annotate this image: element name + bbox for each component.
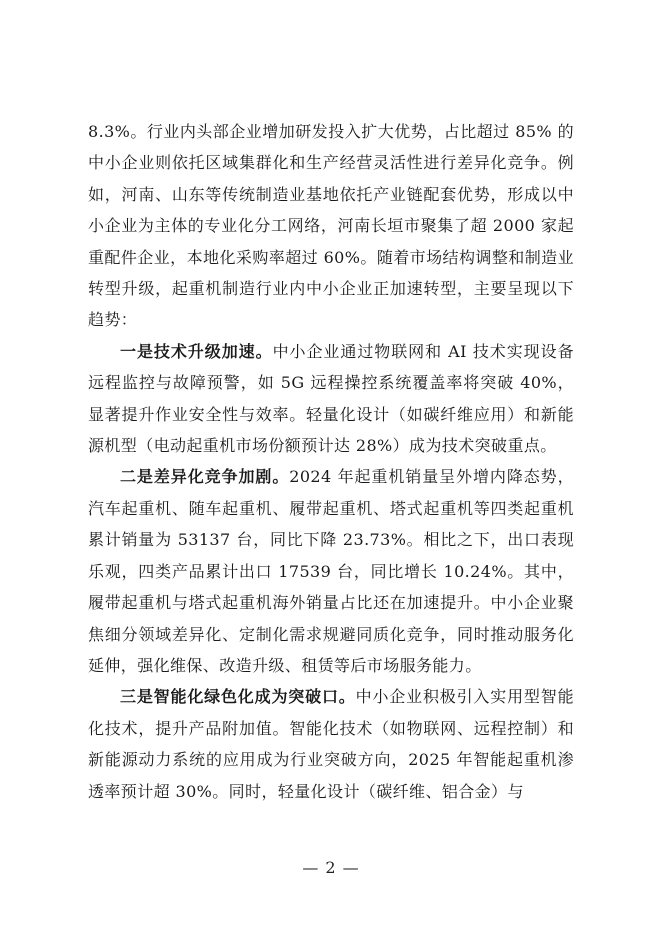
paragraph-differentiation xyxy=(88,461,574,681)
paragraph-lead: 二是差异化竞争加剧。 xyxy=(120,467,290,487)
paragraph-tech-upgrade xyxy=(88,336,574,462)
paragraph-lead: 三是智能化绿色化成为突破口。 xyxy=(120,687,356,707)
paragraph-text: 8.3%。行业内头部企业增加研发投入扩大优势，占比超过 85% 的中小企业则依托区域集群化和生产经营灵活性进行差异化竞争。例如，河南、山东等传统制造业基地依托产业链配套优势，形成以中小企业为主体的专业化分工网络，河南长垣市聚集了超 2000 家起重配件企业，本地化采购率超过 60%。随着市场结构调整和制造业转型升级，起重机制造行业内中小企业正加速转型，主要呈现以下趋势： xyxy=(88,122,574,330)
paragraph-text: 中小企业通过物联网和 AI 技术实现设备远程监控与故障预警，如 5G 远程操控系统覆盖率将突破 40%，显著提升作业安全性与效率。轻量化设计（如碳纤维应用）和新能源机型（电动起重机市场份额预计达 28%）成为技术突破重点。 xyxy=(88,341,574,456)
paragraph-lead: 一是技术升级加速。 xyxy=(120,341,273,361)
paragraph-text: 2024 年起重机销量呈外增内降态势，汽车起重机、随车起重机、履带起重机、塔式起重机等四类起重机累计销量为 53137 台，同比下降 23.73%。相比之下，出口表现乐观，四类产品累计出口 17539 台，同比增长 10.24%。其中，履带起重机与塔式起重机海外销量占比还在加速提升。中小企业聚焦细分领域差异化、定制化需求规避同质化竞争，同时推动服务化延伸，强化维保、改造升级、租赁等后市场服务能力。 xyxy=(88,467,574,675)
paragraph-intro xyxy=(88,116,574,336)
paragraph-smart-green xyxy=(88,681,574,807)
paragraph-text: 中小企业积极引入实用型智能化技术，提升产品附加值。智能化技术（如物联网、远程控制）和新能源动力系统的应用成为行业突破方向，2025 年智能起重机渗透率预计超 30%。同时，轻量化设计（碳纤维、铝合金）与 xyxy=(88,687,574,801)
body-text xyxy=(88,116,574,807)
page-number: — 2 — xyxy=(302,858,360,877)
